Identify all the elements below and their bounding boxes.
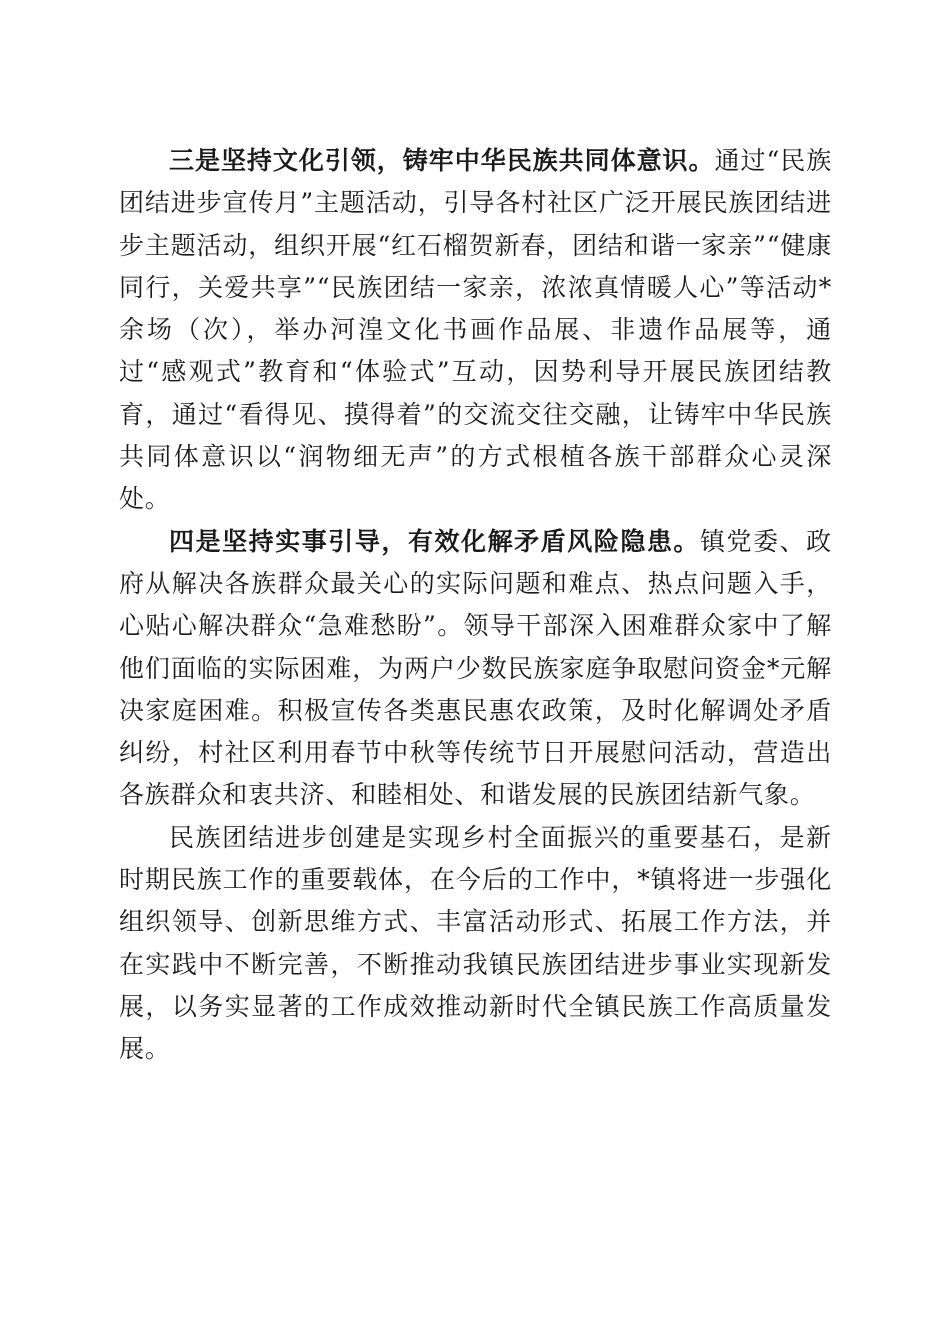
document-body [119, 140, 832, 1071]
paragraph-text: 镇党委、政府从解决各族群众最关心的实际问题和难点、热点问题入手，心贴心解决群众“急难愁盼”。领导干部深入困难群众家中了解他们面临的实际困难，为两户少数民族家庭争取慰问资金*元解决家庭困难。积极宣传各类惠民惠农政策，及时化解调处矛盾纠纷，村社区利用春节中秋等传统节日开展慰问活动，营造出各族群众和衷共济、和睦相处、和谐发展的民族团结新气象。 [119, 526, 832, 810]
paragraph-heading: 四是坚持实事引导，有效化解矛盾风险隐患。 [169, 526, 700, 556]
paragraph-heading: 三是坚持文化引领，铸牢中华民族共同体意识。 [169, 146, 715, 175]
paragraph-culture [119, 140, 832, 521]
paragraph-text: 通过“民族团结进步宣传月”主题活动，引导各村社区广泛开展民族团结进步主题活动，组织开展“红石榴贺新春，团结和谐一家亲”“健康同行，关爱共享”“民族团结一家亲，浓浓真情暖人心”等活动*余场（次），举办河湟文化书画作品展、非遗作品展等，通过“感观式”教育和“体验式”互动，因势利导开展民族团结教育，通过“看得见、摸得着”的交流交往交融，让铸牢中华民族共同体意识以“润物细无声”的方式根植各族干部群众心灵深处。 [119, 146, 833, 514]
paragraph-conclusion [119, 817, 832, 1071]
paragraph-text: 民族团结进步创建是实现乡村全面振兴的重要基石，是新时期民族工作的重要载体，在今后的工作中，*镇将进一步强化组织领导、创新思维方式、丰富活动形式、拓展工作方法，并在实践中不断完善，不断推动我镇民族团结进步事业实现新发展，以务实显著的工作成效推动新时代全镇民族工作高质量发展。 [119, 822, 832, 1064]
paragraph-practical [119, 521, 832, 817]
